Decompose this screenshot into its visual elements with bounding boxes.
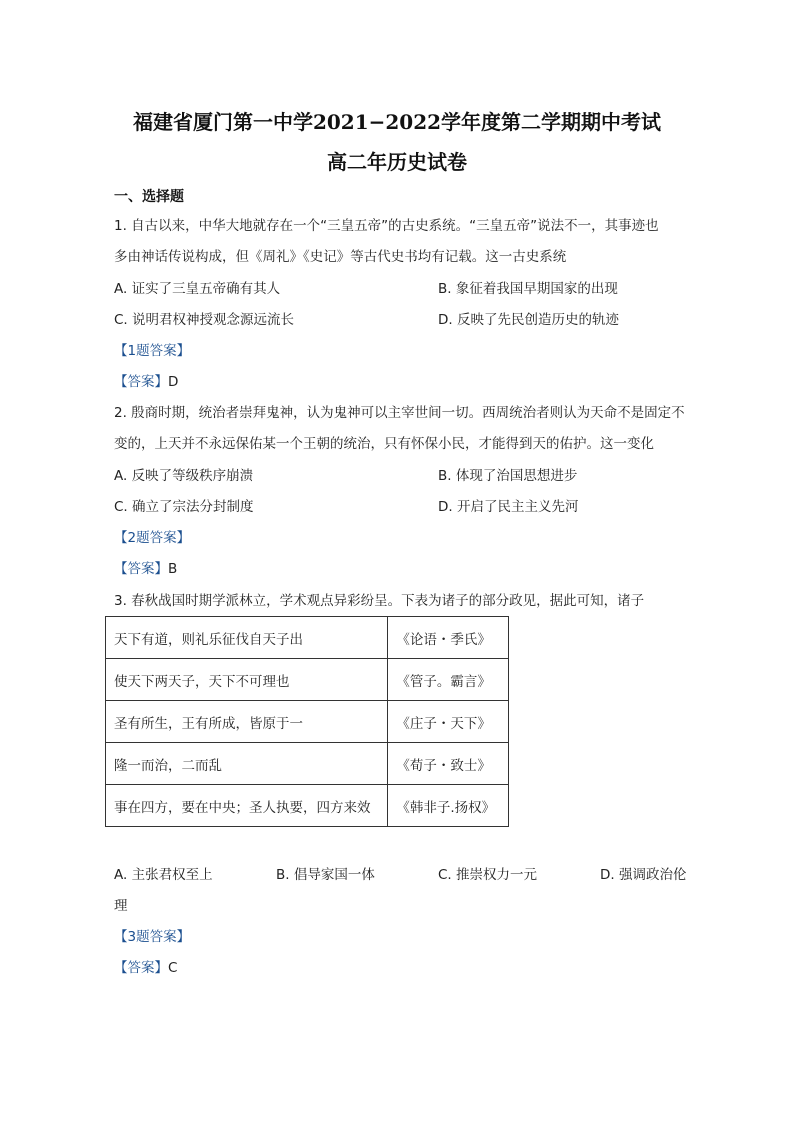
q2-stem-line2: 变的，上天并不永远保佑某一个王朝的统治，只有怀保小民，才能得到天的佑护。这一变化	[114, 436, 654, 452]
q1-option-a: A. 证实了三皇五帝确有其人	[114, 281, 281, 297]
q2-option-d: D. 开启了民主主义先河	[438, 499, 579, 515]
q2-answer-value: B	[168, 561, 178, 577]
source-cell: 《论语・季氏》	[388, 617, 509, 659]
q1-option-c: C. 说明君权神授观念源远流长	[114, 312, 295, 328]
table-row	[106, 785, 509, 827]
q1-stem-line1: 1. 自古以来，中华大地就存在一个“三皇五帝”的古史系统。“三皇五帝”说法不一，其事迹也	[114, 218, 659, 234]
quote-cell: 事在四方，要在中央；圣人执要，四方来效	[106, 785, 388, 827]
section-heading: 一、选择题	[114, 189, 184, 205]
q1-answer	[114, 372, 178, 392]
exam-title: 福建省厦门第一中学2021−2022学年度第二学期期中考试	[132, 110, 662, 134]
q1-option-b: B. 象征着我国早期国家的出现	[438, 281, 618, 297]
source-cell: 《庄子・天下》	[388, 701, 509, 743]
q3-option-b: B. 倡导家国一体	[276, 867, 375, 883]
q3-answer	[114, 958, 177, 978]
q2-answer	[114, 559, 177, 579]
source-cell: 《韩非子.扬权》	[388, 785, 509, 827]
q1-answer-label: 【答案】	[114, 374, 168, 390]
q1-stem-line2: 多由神话传说构成，但《周礼》《史记》等古代史书均有记载。这一古史系统	[114, 249, 567, 265]
q1-option-d: D. 反映了先民创造历史的轨迹	[438, 312, 619, 328]
q3-quotes-table	[105, 616, 509, 827]
source-cell: 《荀子・致士》	[388, 743, 509, 785]
table-row	[106, 659, 509, 701]
table-row	[106, 617, 509, 659]
q3-option-c: C. 推崇权力一元	[438, 867, 538, 883]
q2-answer-label: 【答案】	[114, 561, 168, 577]
quote-cell: 使天下两天子，天下不可理也	[106, 659, 388, 701]
q3-option-d-wrap: 理	[114, 898, 128, 914]
q3-option-a: A. 主张君权至上	[114, 867, 213, 883]
quote-cell: 圣有所生，王有所成，皆原于一	[106, 701, 388, 743]
q3-option-d: D. 强调政治伦	[600, 867, 687, 883]
q3-answer-tag: 【3题答案】	[114, 929, 191, 945]
q1-answer-value: D	[168, 374, 179, 390]
source-cell: 《管子。霸言》	[388, 659, 509, 701]
q3-stem-line1: 3. 春秋战国时期学派林立，学术观点异彩纷呈。下表为诸子的部分政见，据此可知，诸子	[114, 593, 645, 609]
exam-subtitle: 高二年历史试卷	[327, 150, 467, 174]
q2-option-c: C. 确立了宗法分封制度	[114, 499, 254, 515]
q3-answer-label: 【答案】	[114, 960, 168, 976]
quote-cell: 天下有道，则礼乐征伐自天子出	[106, 617, 388, 659]
q2-stem-line1: 2. 殷商时期，统治者崇拜鬼神，认为鬼神可以主宰世间一切。西周统治者则认为天命不是固定不	[114, 405, 685, 421]
q2-option-a: A. 反映了等级秩序崩溃	[114, 468, 254, 484]
q3-answer-value: C	[168, 960, 178, 976]
table-row	[106, 701, 509, 743]
table-row	[106, 743, 509, 785]
quote-cell: 隆一而治，二而乱	[106, 743, 388, 785]
q2-option-b: B. 体现了治国思想进步	[438, 468, 578, 484]
q2-answer-tag: 【2题答案】	[114, 530, 191, 546]
q1-answer-tag: 【1题答案】	[114, 343, 191, 359]
